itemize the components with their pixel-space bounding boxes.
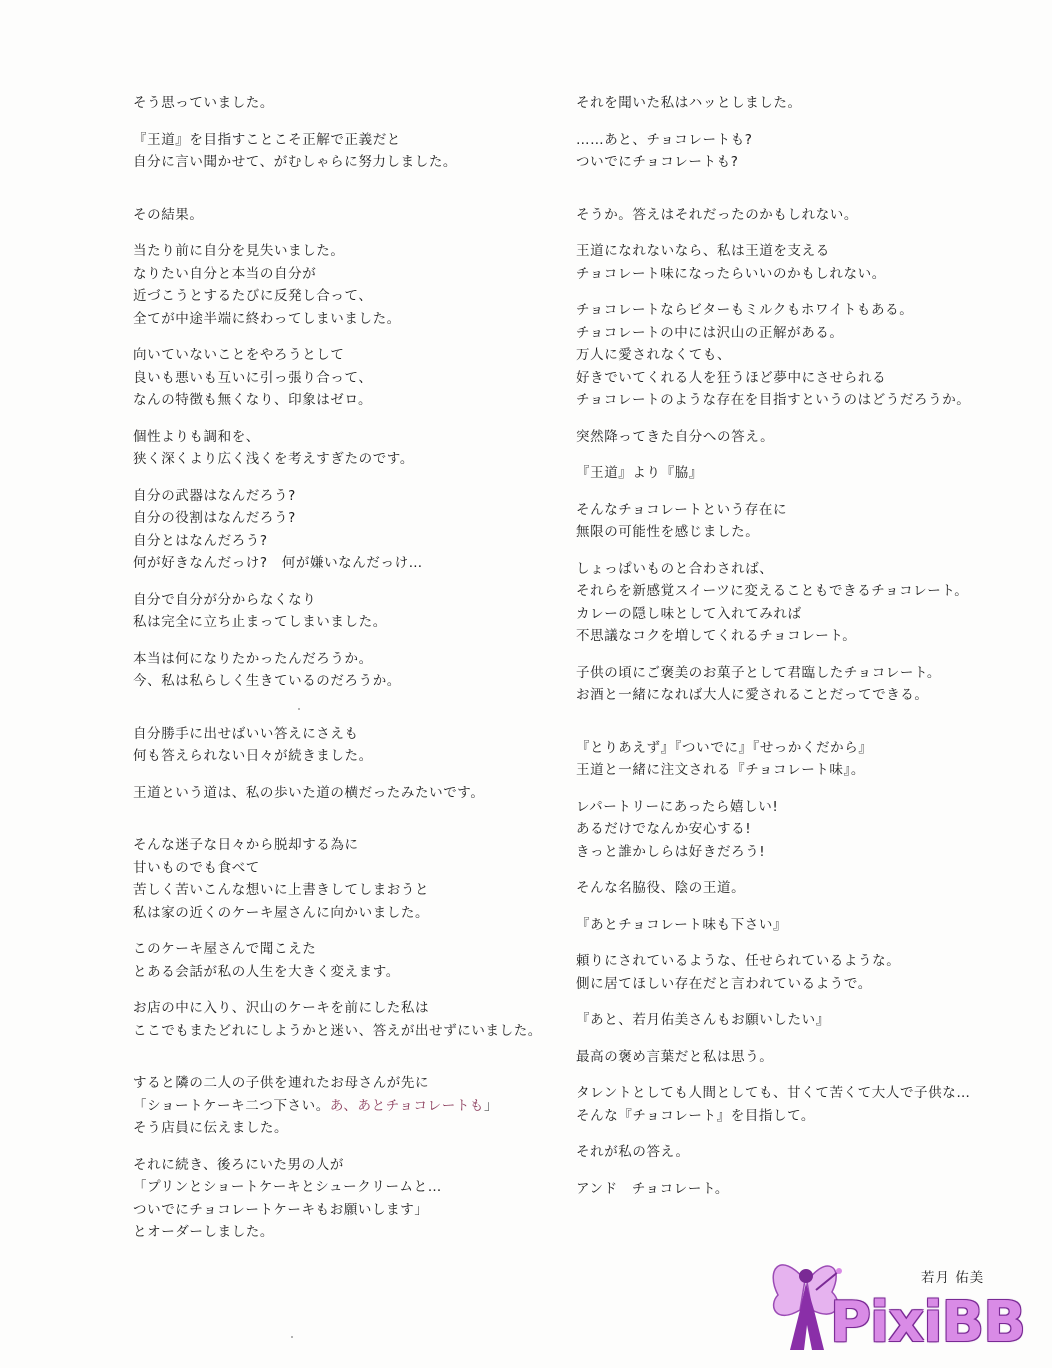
scan-speck	[291, 1336, 293, 1338]
author-signature: 若月 佑美	[921, 1270, 985, 1286]
text-line: あるだけでなんか安心する!	[576, 821, 752, 837]
text-line: このケーキ屋さんで聞こえた	[133, 941, 317, 957]
paragraph	[576, 1082, 1016, 1127]
text-line: すると隣の二人の子供を連れたお母さんが先に	[133, 1075, 430, 1091]
text-line: きっと誰かしらは好きだろう!	[576, 843, 766, 860]
text-line: 近づこうとするたびに反発し合って、	[133, 288, 373, 304]
text-line: 自分で自分が分からなくなり	[133, 591, 317, 608]
text-line: 今、私は私らしく生きているのだろうか。	[133, 673, 401, 689]
watermark-text: PixiBB	[830, 1290, 1025, 1355]
paragraph	[133, 1072, 563, 1140]
text-line: そんなチョコレートという存在に	[576, 501, 788, 518]
text-line: 『とりあえず』『ついでに』『せっかくだから』	[576, 739, 873, 756]
text-line: ……あと、チョコレートも?	[576, 131, 753, 148]
paragraph	[576, 1178, 1016, 1201]
paragraph	[576, 92, 1016, 115]
text-line: カレーの隠し味として入れてみれば	[576, 605, 802, 622]
paragraph	[576, 1046, 1016, 1069]
paragraph	[133, 782, 563, 805]
paragraph	[133, 1154, 563, 1244]
scan-speck	[298, 708, 300, 710]
text-line: 良いも悪いも互いに引っ張り合って、	[133, 369, 373, 386]
text-line: とオーダーしました。	[133, 1224, 274, 1240]
paragraph	[576, 299, 1016, 412]
paragraph	[133, 344, 563, 412]
text-line: 当たり前に自分を見失いました。	[133, 243, 345, 259]
paragraph	[576, 129, 1016, 174]
text-line: チョコレート味になったらいいのかもしれない。	[576, 265, 886, 282]
paragraph	[133, 129, 563, 174]
paragraph	[576, 426, 1016, 449]
text-line: そう店員に伝えました。	[133, 1120, 289, 1136]
highlighted-phrase: あ、あとチョコレートも	[329, 1097, 485, 1114]
text-line: そうか。答えはそれだったのかもしれない。	[576, 206, 858, 223]
text-line: 無限の可能性を感じました。	[576, 524, 760, 540]
text-line: 狭く深くより広く浅くを考えすぎたのです。	[133, 451, 414, 467]
text-line: 突然降ってきた自分への答え。	[576, 428, 775, 445]
left-column	[133, 92, 563, 1244]
text-line: 自分の役割はなんだろう?	[133, 510, 296, 526]
text-line: 王道と一緒に注文される『チョコレート味』。	[576, 762, 865, 778]
text-line: 甘いものでも食べて	[133, 859, 260, 876]
right-column	[576, 92, 1016, 1200]
paragraph	[133, 92, 563, 115]
paragraph	[133, 834, 563, 924]
paragraph	[576, 240, 1016, 285]
text-line: 全てが中途半端に終わってしまいました。	[133, 310, 401, 327]
text-line: 好きでいてくれる人を狂うほど夢中にさせられる	[576, 369, 887, 386]
text-line: レパートリーにあったら嬉しい!	[576, 798, 779, 815]
text-line: 王道という道は、私の歩いた道の横だったみたいです。	[133, 784, 485, 801]
text-line: 自分勝手に出せばいい答えにさえも	[133, 725, 359, 742]
text-line: そう思っていました。	[133, 95, 274, 111]
text-line: それを聞いた私はハッとしました。	[576, 95, 802, 111]
text-line: なりたい自分と本当の自分が	[133, 265, 317, 282]
watermark	[760, 1250, 1050, 1365]
text-line: 頼りにされているような、任せられているような。	[576, 953, 901, 969]
paragraph	[133, 485, 563, 575]
text-line: 私は完全に立ち止まってしまいました。	[133, 614, 387, 630]
text-line: チョコレートの中には沢山の正解がある。	[576, 324, 844, 341]
text-line: ついでにチョコレートケーキもお願いします」	[133, 1201, 429, 1218]
text-line: それらを新感覚スイーツに変えることもできるチョコレート。	[576, 583, 969, 599]
paragraph	[576, 950, 1016, 995]
text-line: 自分に言い聞かせて、がむしゃらに努力しました。	[133, 154, 458, 170]
paragraph	[133, 240, 563, 330]
text-line: そんな名脇役、陰の王道。	[576, 880, 746, 896]
text-line: 何も答えられない日々が続きました。	[133, 748, 373, 764]
text-line: 『あと、若月佑美さんもお願いしたい』	[576, 1012, 830, 1028]
text-line: お店の中に入り、沢山のケーキを前にした私は	[133, 1000, 430, 1016]
text-line: チョコレートのような存在を目指すというのはどうだろうか。	[576, 392, 971, 408]
paragraph	[133, 938, 563, 983]
paragraph	[576, 462, 1016, 485]
text-line: 何が好きなんだっけ? 何が嫌いなんだっけ…	[133, 555, 423, 571]
text-line: そんな迷子な日々から脱却する為に	[133, 837, 359, 853]
text-line: 不思議なコクを増してくれるチョコレート。	[576, 628, 857, 644]
text-line: 子供の頃にご褒美のお菓子として君臨したチョコレート。	[576, 664, 941, 681]
paragraph	[576, 914, 1016, 937]
text-line: しょっぱいものと合わされば、	[576, 560, 774, 577]
text-line: それに続き、後ろにいた男の人が	[133, 1156, 344, 1173]
paragraph	[133, 426, 563, 471]
paragraph	[133, 723, 563, 768]
text-line: アンド チョコレート。	[576, 1180, 729, 1197]
text-line: ここでもまたどれにしようかと迷い、答えが出せずにいました。	[133, 1022, 542, 1039]
paragraph	[133, 589, 563, 634]
text-line: 最高の褒め言葉だと私は思う。	[576, 1048, 774, 1065]
text-line: 側に居てほしい存在だと言われているようで。	[576, 975, 872, 992]
text-line: 自分とはなんだろう?	[133, 532, 268, 549]
text-line: 向いていないことをやろうとして	[133, 347, 345, 363]
paragraph	[133, 204, 563, 227]
text-line: 個性よりも調和を、	[133, 428, 260, 445]
text-line: なんの特徴も無くなり、印象はゼロ。	[133, 392, 373, 408]
text-line: チョコレートならビターもミルクもホワイトもある。	[576, 302, 914, 318]
text-line: 苦しく苦いこんな想いに上書きしてしまおうと	[133, 882, 430, 898]
paragraph	[576, 662, 1016, 707]
text-line: 王道になれないなら、私は王道を支える	[576, 243, 830, 259]
text-line: ついでにチョコレートも?	[576, 154, 739, 170]
paragraph	[576, 558, 1016, 648]
paragraph	[576, 499, 1016, 544]
paragraph	[576, 877, 1016, 900]
text-line: タレントとしても人間としても、甘くて苦くて大人で子供な…	[576, 1085, 971, 1101]
text-line: 『あとチョコレート味も下さい』	[576, 916, 788, 933]
paragraph	[576, 796, 1016, 864]
text-line: お酒と一緒になれば大人に愛されることだってできる。	[576, 687, 929, 703]
text-line: そんな『チョコレート』を目指して。	[576, 1107, 816, 1124]
text-line: 『王道』を目指すことこそ正解で正義だと	[133, 131, 401, 148]
paragraph	[576, 737, 1016, 782]
text-line: 『王道』より『脇』	[576, 465, 703, 481]
text-line: 「プリンとショートケーキとシュークリームと…	[133, 1179, 442, 1195]
text-line: とある会話が私の人生を大きく変えます。	[133, 963, 400, 980]
paragraph	[576, 1009, 1016, 1032]
text-line: 万人に愛されなくても、	[576, 347, 732, 363]
text-line: 私は家の近くのケーキ屋さんに向かいました。	[133, 904, 430, 921]
paragraph	[133, 648, 563, 693]
text-line: それが私の答え。	[576, 1144, 690, 1160]
paragraph	[576, 1141, 1016, 1164]
paragraph	[576, 204, 1016, 227]
text-line: 本当は何になりたかったんだろうか。	[133, 650, 373, 667]
paragraph	[133, 997, 563, 1042]
text-line: 「ショートケーキ二つ下さい。あ、あとチョコレートも」	[133, 1097, 499, 1114]
text-line: その結果。	[133, 206, 204, 223]
text-line: 自分の武器はなんだろう?	[133, 487, 296, 504]
